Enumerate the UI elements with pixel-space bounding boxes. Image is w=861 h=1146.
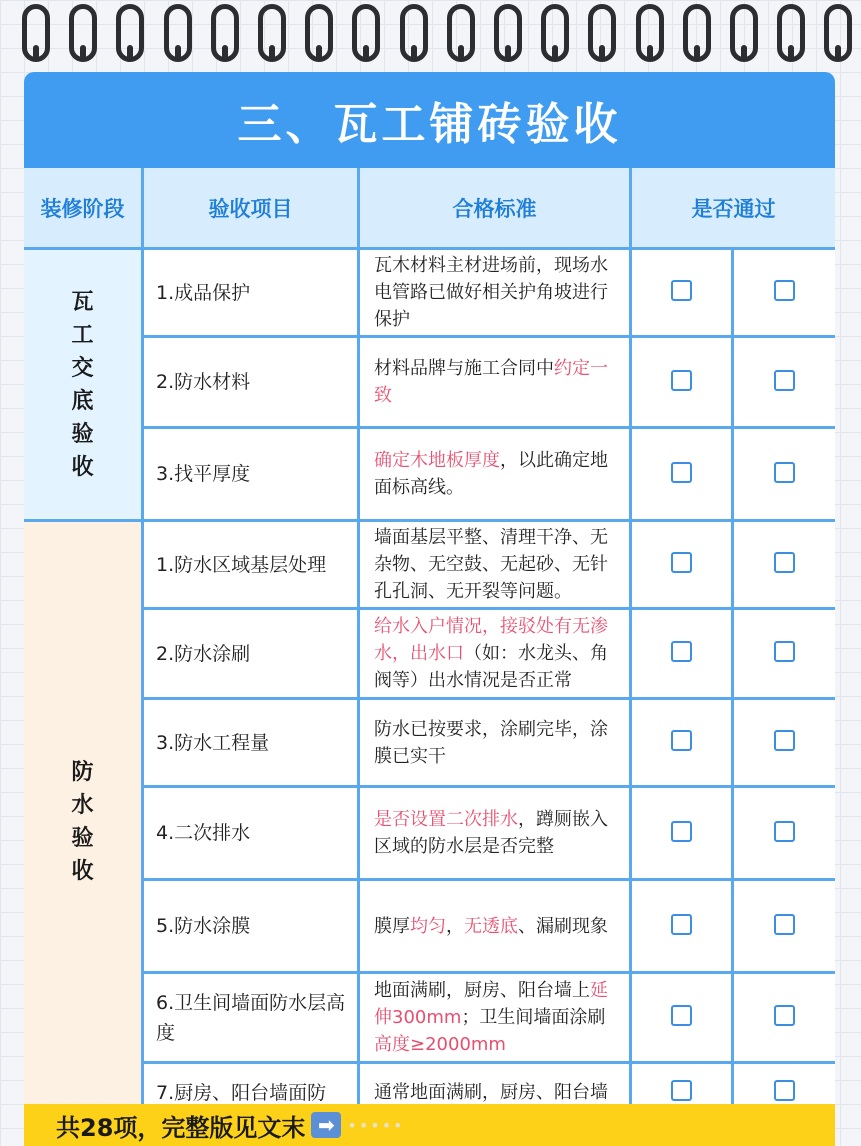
- stage-char: 水: [71, 792, 94, 818]
- fail-check-cell: [734, 429, 835, 522]
- binding-ring: [777, 4, 805, 62]
- fail-check-cell: [734, 974, 835, 1064]
- pass-check-cell: [632, 250, 734, 338]
- standard-text: 通常地面满刷，厨房、阳台墙: [374, 1082, 608, 1103]
- stage-char: 瓦: [71, 289, 94, 315]
- checkbox[interactable]: [671, 462, 692, 483]
- binding-ring: [116, 4, 144, 62]
- title-bar: [24, 72, 835, 168]
- inspection-item: 2.防水材料: [144, 338, 360, 429]
- table-row: [24, 610, 835, 700]
- standard-text: ，蹲厕嵌入区域的防水层是否完整: [374, 809, 608, 857]
- checkbox[interactable]: [671, 821, 692, 842]
- standard-text: 膜厚: [374, 915, 410, 937]
- highlight-text: 无透底: [464, 915, 518, 937]
- inspection-item: 1.成品保护: [144, 250, 360, 338]
- binding-ring: [636, 4, 664, 62]
- checkbox[interactable]: [671, 730, 692, 751]
- checkbox[interactable]: [774, 280, 795, 301]
- checkbox[interactable]: [671, 280, 692, 301]
- pass-check-cell: [632, 974, 734, 1064]
- binding-ring: [22, 4, 50, 62]
- binding-ring: [69, 4, 97, 62]
- fail-check-cell: [734, 338, 835, 429]
- stage-waterproof: [24, 522, 144, 1124]
- checkbox[interactable]: [774, 914, 795, 935]
- binding-ring: [305, 4, 333, 62]
- table-header-row: [24, 168, 835, 250]
- checkbox[interactable]: [774, 462, 795, 483]
- standard-text: 瓦木材料主材进场前，现场水电管路已做好相关护角坡进行保护: [374, 255, 608, 330]
- binding-ring: [164, 4, 192, 62]
- inspection-item: 1.防水区域基层处理: [144, 522, 360, 610]
- fail-check-cell: [734, 250, 835, 338]
- standard-text: ，以此确定地面标高线。: [374, 450, 608, 498]
- binding-ring: [447, 4, 475, 62]
- header-standard: 合格标准: [360, 168, 632, 250]
- checkbox[interactable]: [774, 1080, 795, 1101]
- highlight-text: 均匀: [410, 915, 446, 937]
- binding-ring: [400, 4, 428, 62]
- standard-text: 墙面基层平整、清理干净、无杂物、无空鼓、无起砂、无针孔孔洞、无开裂等问题。: [374, 527, 608, 602]
- binding-ring: [730, 4, 758, 62]
- checkbox[interactable]: [774, 370, 795, 391]
- arrow-right-icon: ➡: [311, 1112, 341, 1138]
- checkbox[interactable]: [671, 914, 692, 935]
- highlight-text: 给水入户情况，接驳处有无渗水，出水口: [374, 616, 608, 664]
- header-pass: 是否通过: [632, 168, 835, 250]
- checklist-card: [24, 72, 835, 1146]
- standard-text: 地面满刷，厨房、阳台墙上: [374, 980, 590, 1001]
- table-body: [24, 250, 835, 1124]
- table-row: [24, 250, 835, 338]
- checkbox[interactable]: [774, 730, 795, 751]
- stage-char: 交: [71, 355, 94, 381]
- qualification-standard: [360, 700, 632, 788]
- inspection-table: [24, 168, 835, 1124]
- qualification-standard: [360, 974, 632, 1064]
- inspection-item: 3.找平厚度: [144, 429, 360, 522]
- highlight-text: 高度≥2000mm: [374, 1034, 506, 1055]
- highlight-text: 约定一致: [374, 358, 608, 406]
- table-row: [24, 338, 835, 429]
- standard-text: ；卫生间墙面涂刷: [461, 1007, 606, 1028]
- standard-text: 材料品牌与施工合同中: [374, 358, 554, 379]
- page-title: 三、瓦工铺砖验收: [237, 99, 622, 150]
- stage-tile-handover: [24, 250, 144, 522]
- table-row: [24, 881, 835, 974]
- checkbox[interactable]: [774, 821, 795, 842]
- pass-check-cell: [632, 338, 734, 429]
- fail-check-cell: [734, 610, 835, 700]
- inspection-item: 2.防水涂刷: [144, 610, 360, 700]
- stage-char: 底: [71, 388, 94, 414]
- inspection-item: 7.厨房、阳台墙面防: [144, 1064, 360, 1124]
- footer-dots: •••••: [347, 1115, 405, 1135]
- table-row: [24, 429, 835, 522]
- standard-text: 防水已按要求，涂刷完毕，涂膜已实干: [374, 718, 608, 767]
- pass-check-cell: [632, 881, 734, 974]
- checkbox[interactable]: [671, 641, 692, 662]
- checkbox[interactable]: [671, 1005, 692, 1026]
- inspection-item: 3.防水工程量: [144, 700, 360, 788]
- binding-ring: [541, 4, 569, 62]
- checkbox[interactable]: [671, 552, 692, 573]
- header-item: 验收项目: [144, 168, 360, 250]
- qualification-standard: [360, 338, 632, 429]
- pass-check-cell: [632, 610, 734, 700]
- stage-char: 收: [71, 858, 94, 884]
- table-row: [24, 700, 835, 788]
- table-row: [24, 974, 835, 1064]
- binding-ring: [824, 4, 852, 62]
- table-row: [24, 522, 835, 610]
- stage-char: 验: [71, 421, 94, 447]
- binding-ring: [211, 4, 239, 62]
- highlight-text: 是否设置二次排水: [374, 809, 518, 830]
- qualification-standard: [360, 881, 632, 974]
- spiral-binding: [0, 0, 861, 72]
- qualification-standard: [360, 610, 632, 700]
- inspection-item: 6.卫生间墙面防水层高度: [144, 974, 360, 1064]
- pass-check-cell: [632, 522, 734, 610]
- checkbox[interactable]: [671, 370, 692, 391]
- inspection-item: 4.二次排水: [144, 788, 360, 881]
- pass-check-cell: [632, 429, 734, 522]
- pass-check-cell: [632, 700, 734, 788]
- checkbox[interactable]: [774, 552, 795, 573]
- inspection-item: 5.防水涂膜: [144, 881, 360, 974]
- checkbox[interactable]: [774, 641, 795, 662]
- header-stage: 装修阶段: [24, 168, 144, 250]
- fail-check-cell: [734, 881, 835, 974]
- binding-ring: [683, 4, 711, 62]
- stage-char: 收: [71, 454, 94, 480]
- standard-text: 、漏刷现象: [518, 915, 608, 937]
- fail-check-cell: [734, 700, 835, 788]
- binding-ring: [258, 4, 286, 62]
- qualification-standard: [360, 788, 632, 881]
- checkbox[interactable]: [671, 1080, 692, 1101]
- binding-ring: [352, 4, 380, 62]
- standard-text: （如：水龙头、角阀等）出水情况是否正常: [374, 643, 608, 691]
- footer-text: 共28项，完整版见文末: [56, 1113, 306, 1142]
- footer-banner[interactable]: [24, 1104, 835, 1146]
- stage-char: 防: [71, 759, 94, 785]
- standard-text: ，: [446, 915, 464, 937]
- fail-check-cell: [734, 522, 835, 610]
- qualification-standard: [360, 429, 632, 522]
- qualification-standard: [360, 250, 632, 338]
- table-row: [24, 788, 835, 881]
- binding-ring: [588, 4, 616, 62]
- checkbox[interactable]: [774, 1005, 795, 1026]
- highlight-text: 延伸300mm: [374, 980, 608, 1028]
- stage-char: 验: [71, 825, 94, 851]
- highlight-text: 确定木地板厚度: [374, 450, 500, 471]
- qualification-standard: [360, 522, 632, 610]
- stage-char: 工: [71, 322, 94, 348]
- binding-ring: [494, 4, 522, 62]
- pass-check-cell: [632, 788, 734, 881]
- fail-check-cell: [734, 788, 835, 881]
